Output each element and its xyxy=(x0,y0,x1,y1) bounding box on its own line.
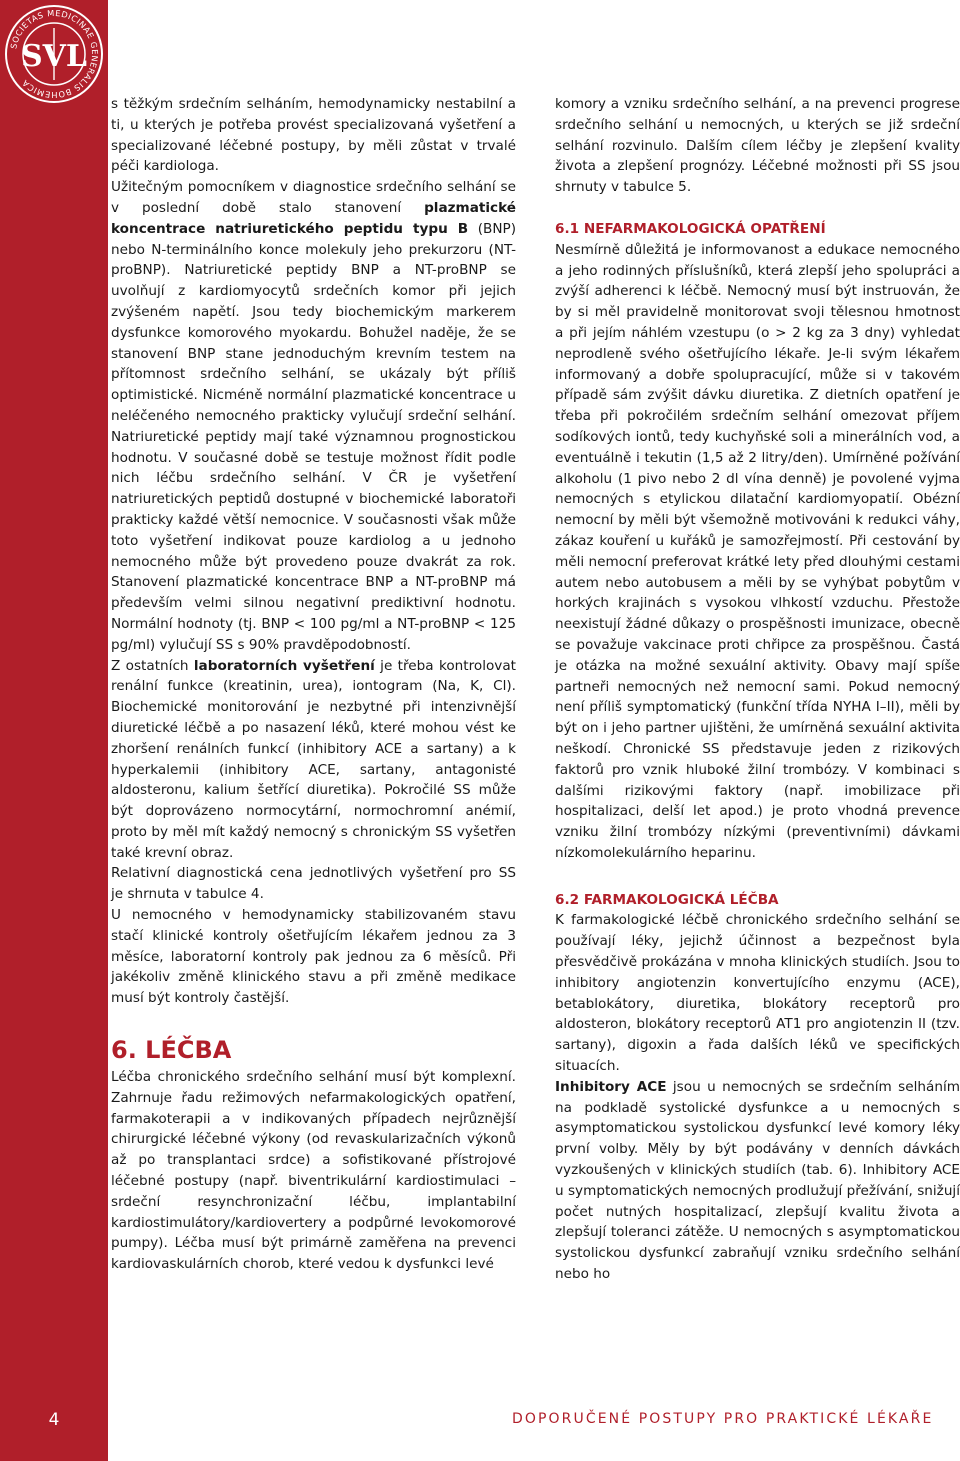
text: (BNP) nebo N-terminálního konce molekuly jeho prekurzoru (NT-proBNP). Natriuretické peptidy BNP a NT-proBNP se uvolňují z kardiomyocytů srdečních komor při jejich zvýšeném napětí. Jsou tedy biochemickým markerem dysfunkce komorového myokardu. Bohužel naděje, že se stanovení BNP stane jednoduchým krevním testem na přítomnost srdečního selhání, se ukázaly být příliš optimistické. Nicméně normální plazmatické koncentrace u neléčeného nemocného prakticky vylučují srdeční selhání. Natriuretické peptidy mají také významnou prognostickou hodnotu. V současné době se testuje možnost řídit podle nich léčbu srdečního selhání. V ČR je vyšetření natriuretických peptidů dostupné v biochemické laboratoři prakticky každé větší nemocnice. V současnosti však může toto vyšetření indikovat pouze kardiolog a u jednoho nemocného může být provedeno pouze dvakrát za rok. Stanovení plazmatické koncentrace BNP a NT-proBNP má především velmi silnou negativní prediktivní hodnotu. Normální hodnoty (tj. BNP < 100 pg/ml a NT-proBNP < 125 pg/ml) vylučují SS s 90% pravděpodobností. xyxy=(111,220,516,653)
svg-text:SOCIETAS MEDICINAE GENERALIS B: SOCIETAS MEDICINAE GENERALIS BOHEMICA xyxy=(8,7,101,101)
paragraph: Relativní diagnostická cena jednotlivých vyšetření pro SS je shrnuta v tabulce 4. xyxy=(111,865,516,903)
paragraph: s těžkým srdečním selháním, hemodynamicky nestabilní a ti, u kterých je potřeba provést specializovaná vyšetření a specializované léčebné postupy, by měli zůstat v trvalé péči kardiologa. xyxy=(111,96,516,175)
section-heading: 6.1 NEFARMAKOLOGICKÁ OPATŘENÍ xyxy=(555,220,826,237)
section-heading: 6.2 FARMAKOLOGICKÁ LÉČBA xyxy=(555,891,779,908)
page-number: 4 xyxy=(48,1410,60,1430)
text: je třeba kontrolovat renální funkce (kreatinin, urea), iontogram (Na, K, Cl). Biochemické monitorování je nezbytné při intenzivnější diuretické léčbě a po nasazení léků, které mohou vést ke zhoršení renálních funkcí (inhibitory ACE a sartany) a k hyperkalemii (inhibitory ACE, sartany, antagonisté aldosteronu, kalium šetřící diuretika). Pokročilé SS může být doprovázeno normocytární, normochromní anémií, proto by měl mít každý nemocný s chronickým SS vyšetřen také krevní obraz. xyxy=(111,657,516,861)
text: Užitečným pomocníkem v diagnostice srdečního selhání se v poslední době stalo stanovení xyxy=(111,179,516,216)
paragraph xyxy=(111,177,516,655)
paragraph: U nemocného v hemodynamicky stabilizovaném stavu stačí klinické kontroly ošetřujícím lékařem jednou za 3 měsíce, laboratorní kontroly pak jednou za 6 měsíců. Při jakékoliv změně klinického stavu a při změně medikace musí být kontroly častější. xyxy=(111,907,516,1007)
society-seal-icon xyxy=(0,0,108,108)
paragraph xyxy=(555,1077,960,1285)
chapter-heading: 6. LÉČBA xyxy=(111,1036,232,1065)
right-column xyxy=(555,94,960,1285)
paragraph: K farmakologické léčbě chronického srdečního selhání se používají léky, jejichž účinnost a bezpečnost byla přesvědčivě prokázána v mnoha klinických studiích. Jsou to inhibitory angiotenzin konvertujícího enzymu (ACE), betablokátory, diuretika, blokátory receptorů pro aldosteron, blokátory receptorů AT1 pro angiotenzin II (tzv. sartany), digoxin a řada dalších léků ve specifických situacích. xyxy=(555,912,960,1075)
footer-title: DOPORUČENÉ POSTUPY PRO PRAKTICKÉ LÉKAŘE xyxy=(512,1411,934,1427)
paragraph xyxy=(111,656,516,864)
svg-text:SVL: SVL xyxy=(20,39,88,74)
bold-term: plazmatické koncentrace natriuretického peptidu typu B xyxy=(111,199,516,237)
page-sidebar xyxy=(0,0,108,1461)
bold-term: laboratorních vyšetření xyxy=(193,657,375,674)
paragraph: komory a vzniku srdečního selhání, a na prevenci progrese srdečního selhání u nemocných, u kterých se již srdeční selhání rozvinulo. Dalším cílem léčby je zlepšení kvality života a zlepšení prognózy. Léčebné možnosti při SS jsou shrnuty v tabulce 5. xyxy=(555,96,960,196)
bold-term: Inhibitory ACE xyxy=(555,1078,667,1095)
left-column xyxy=(111,94,516,1275)
paragraph: Léčba chronického srdečního selhání musí být komplexní. Zahrnuje řadu režimových nefarmakologických opatření, farmakoterapii a v indikovaných případech nejrůznější chirurgické léčebné výkony (od revaskularizačních výkonů až po transplantaci srdce) a sofistikované přístrojové léčebné postupy (např. biventrikulární kardiostimulaci – srdeční resynchronizační léčbu, implantabilní kardiostimulátory/kardiovertery a podpůrné levokomorové pumpy). Léčba musí být primárně zaměřena na prevenci kardiovaskulárních chorob, které vedou k dysfunkci levé xyxy=(111,1069,516,1273)
paragraph: Nesmírně důležitá je informovanost a edukace nemocného a jeho rodinných příslušníků, která zlepší jeho spolupráci a zvýší adherenci k léčbě. Nemocný musí být instruován, že by si měl pravidelně monitorovat svoji tělesnou hmotnost a při jejím náhlém vzestupu (o > 2 kg za 3 dny) vyhledat neprodleně svého ošetřujícího lékaře. Je-li svým lékařem informovaný a dobře spolupracující, může si v takovém případě sám zvýšit dávku diuretika. Z dietních opatření je třeba při pokročilém srdečním selhání omezovat příjem sodíkových iontů, tedy kuchyňské soli a minerálních vod, a eventuálně i tekutin (1,5 až 2 litry/den). Umírněné požívání alkoholu (1 pivo nebo 2 dl vína denně) je povolené vyjma nemocných s etylickou dilatační kardiomyopatií. Obézní nemocní by měli být všemožně motivováni k redukci váhy, zákaz kouření u kuřáků je samozřejmostí. Při cestování by měli nemocní preferovat krátké lety před dlouhými cestami autem nebo autobusem a měli by se vyhýbat pobytům v horkých krajinách s vysokou vlhkostí vzduchu. Přestože neexistují žádné důkazy o prospěšnosti imunizace, obecně se považuje vakcinace proti chřipce za prospěšnou. Častá je otázka na možné sexuální aktivity. Obavy mají spíše partneři nemocných než nemocní sami. Pokud nemocný není příliš symptomatický (funkční třída NYHA I–II), měli by být on i jeho partner ujištěni, že umírněná sexuální aktivita neškodí. Chronické SS představuje jeden z rizikových faktorů pro vznik hluboké žilní trombózy. V kombinaci s dalšími rizikovými faktory (např. imobilizace při hospitalizaci, delší let apod.) je proto vhodná prevence vzniku žilní trombózy nízkými (preventivními) dávkami nízkomolekulárního heparinu. xyxy=(555,241,960,861)
text: Z ostatních xyxy=(111,657,194,674)
text: jsou u nemocných se srdečním selháním na podkladě systolické dysfunkce a u nemocných s asymptomatickou systolickou dysfunkcí levé komory léky první volby. Měly by být podávány v denních dávkách vyzkoušených v klinických studiích (tab. 6). Inhibitory ACE u symptomatických nemocných prodlužují přežívání, snižují počet nutných hospitalizací, zlepšují kvalitu života a zlepšují toleranci zátěže. U nemocných s asymptomatickou systolickou dysfunkcí zabraňují vzniku srdečního selhání nebo ho xyxy=(555,1078,960,1283)
